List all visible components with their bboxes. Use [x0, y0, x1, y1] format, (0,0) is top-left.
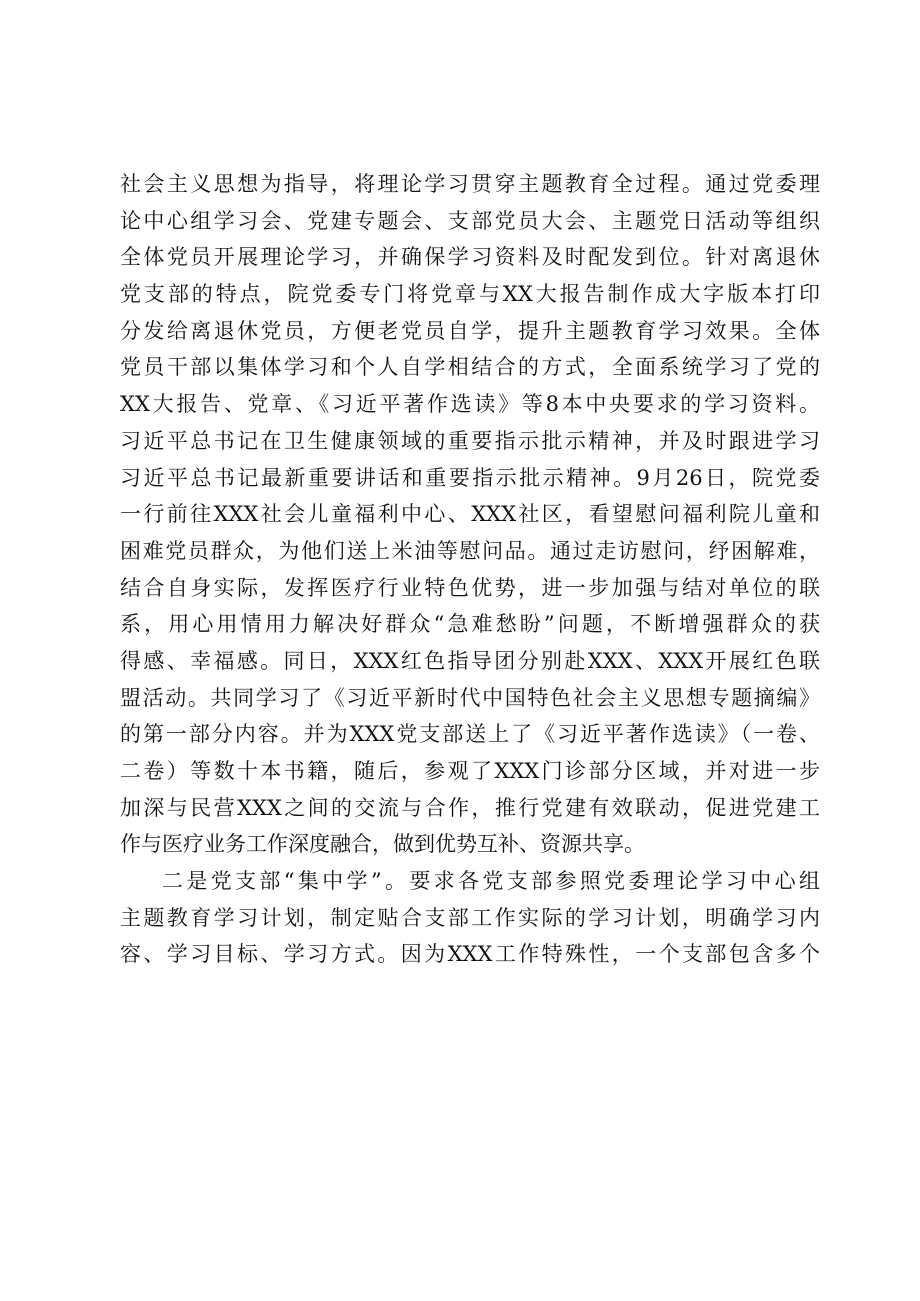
text-line: 得感、幸福感。同日，XXX红色指导团分别赴XXX、XXX开展红色联	[120, 648, 820, 673]
text-line: 结合自身实际，发挥医疗行业特色优势，进一步加强与结对单位的联	[120, 575, 820, 600]
paragraph-1	[120, 166, 820, 863]
text-line: 全体党员开展理论学习，并确保学习资料及时配发到位。针对离退休	[120, 245, 820, 270]
text-line: 主题教育学习计划，制定贴合支部工作实际的学习计划，明确学习内	[120, 905, 820, 930]
text-line: 二卷）等数十本书籍，随后，参观了XXX门诊部分区域，并对进一步	[120, 759, 820, 783]
text-line: 论中心组学习会、党建专题会、支部党员大会、主题党日活动等组织	[120, 208, 820, 233]
text-line: 习近平总书记在卫生健康领域的重要指示批示精神，并及时跟进学习	[120, 428, 820, 453]
text-line: 习近平总书记最新重要讲话和重要指示批示精神。9月26日，院党委	[120, 465, 820, 490]
text-line: 一行前往XXX社会儿童福利中心、XXX社区，看望慰问福利院儿童和	[120, 502, 820, 527]
text-line: 系，用心用情用力解决好群众“急难愁盼”问题，不断增强群众的获	[120, 612, 820, 637]
text-line: 困难党员群众，为他们送上米油等慰问品。通过走访慰问，纾困解难，	[120, 538, 820, 563]
text-line: 盟活动。共同学习了《习近平新时代中国特色社会主义思想专题摘编》	[120, 685, 820, 710]
text-line: 党员干部以集体学习和个人自学相结合的方式，全面系统学习了党的	[120, 355, 820, 380]
text-line: 社会主义思想为指导，将理论学习贯穿主题教育全过程。通过党委理	[120, 172, 820, 196]
text-line: XX大报告、党章、《习近平著作选读》等8本中央要求的学习资料。	[120, 392, 820, 417]
text-line: 党支部的特点，院党委专门将党章与XX大报告制作成大字版本打印	[120, 282, 820, 307]
text-line: 加深与民营XXX之间的交流与合作，推行党建有效联动，促进党建工	[120, 795, 820, 820]
paragraph-2	[120, 863, 820, 973]
text-line: 分发给离退休党员，方便老党员自学，提升主题教育学习效果。全体	[120, 318, 820, 343]
text-line: 容、学习目标、学习方式。因为XXX工作特殊性，一个支部包含多个	[120, 942, 820, 967]
text-line: 作与医疗业务工作深度融合，做到优势互补、资源共享。	[120, 832, 645, 857]
text-line: 二是党支部“集中学”。要求各党支部参照党委理论学习中心组	[162, 869, 820, 894]
document-body	[120, 166, 820, 973]
text-line: 的第一部分内容。并为XXX党支部送上了《习近平著作选读》（一卷、	[120, 722, 820, 747]
